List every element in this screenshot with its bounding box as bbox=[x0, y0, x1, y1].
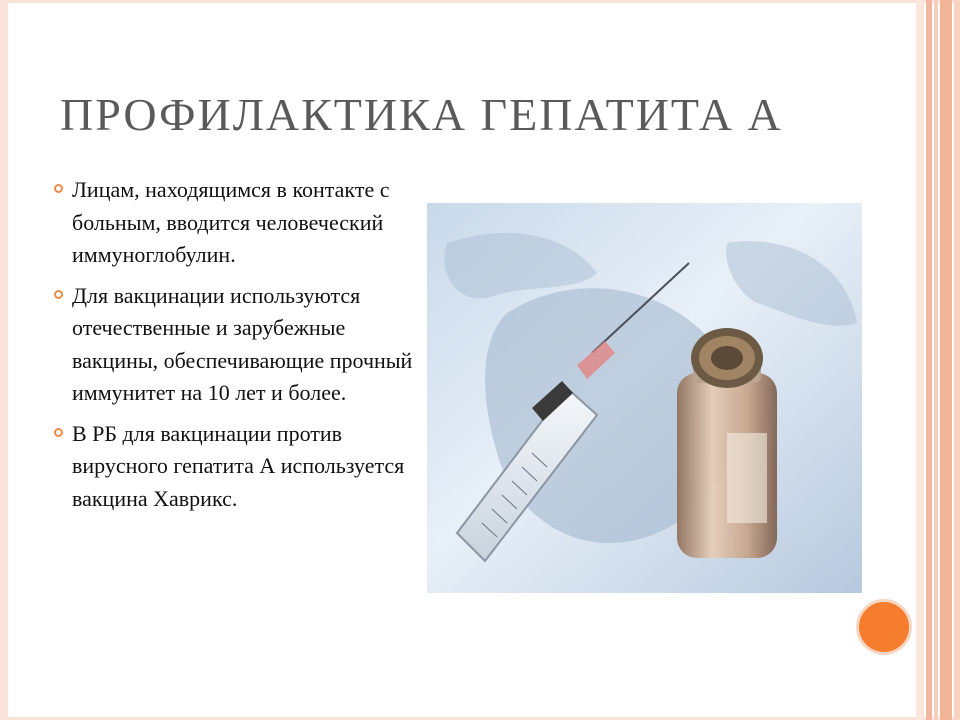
bullet-circle-icon bbox=[54, 184, 63, 193]
slide-title: ПРОФИЛАКТИКА ГЕПАТИТА А bbox=[60, 89, 783, 140]
syringe-vial-photo bbox=[427, 203, 862, 593]
stripe bbox=[954, 0, 960, 720]
stripe bbox=[916, 0, 924, 720]
stripe bbox=[940, 0, 952, 720]
stripe bbox=[926, 0, 932, 720]
bullet-circle-icon bbox=[54, 290, 63, 299]
bullet-text: Для вакцинации используются отечественные и зарубежные вакцины, обеспечивающие прочный иммунитет на 10 лет и более. bbox=[72, 282, 413, 405]
slide-frame-top bbox=[0, 0, 960, 3]
slide-frame-left bbox=[0, 0, 8, 720]
decorative-orange-circle bbox=[856, 599, 912, 655]
bullet-text: В РБ для вакцинации против вирусного гепатита А используется вакцина Хаврикс. bbox=[72, 420, 405, 511]
vaccine-vial-icon bbox=[677, 328, 777, 558]
bullet-item bbox=[52, 418, 422, 516]
decorative-stripes bbox=[916, 0, 960, 720]
bullet-text: Лицам, находящимся в контакте с больным, вводится человеческий иммуноглобулин. bbox=[72, 177, 390, 267]
bullet-item bbox=[52, 174, 422, 272]
bullet-item bbox=[52, 280, 422, 410]
bullet-list bbox=[52, 174, 422, 523]
bullet-circle-icon bbox=[54, 428, 63, 437]
stripe bbox=[934, 0, 938, 720]
